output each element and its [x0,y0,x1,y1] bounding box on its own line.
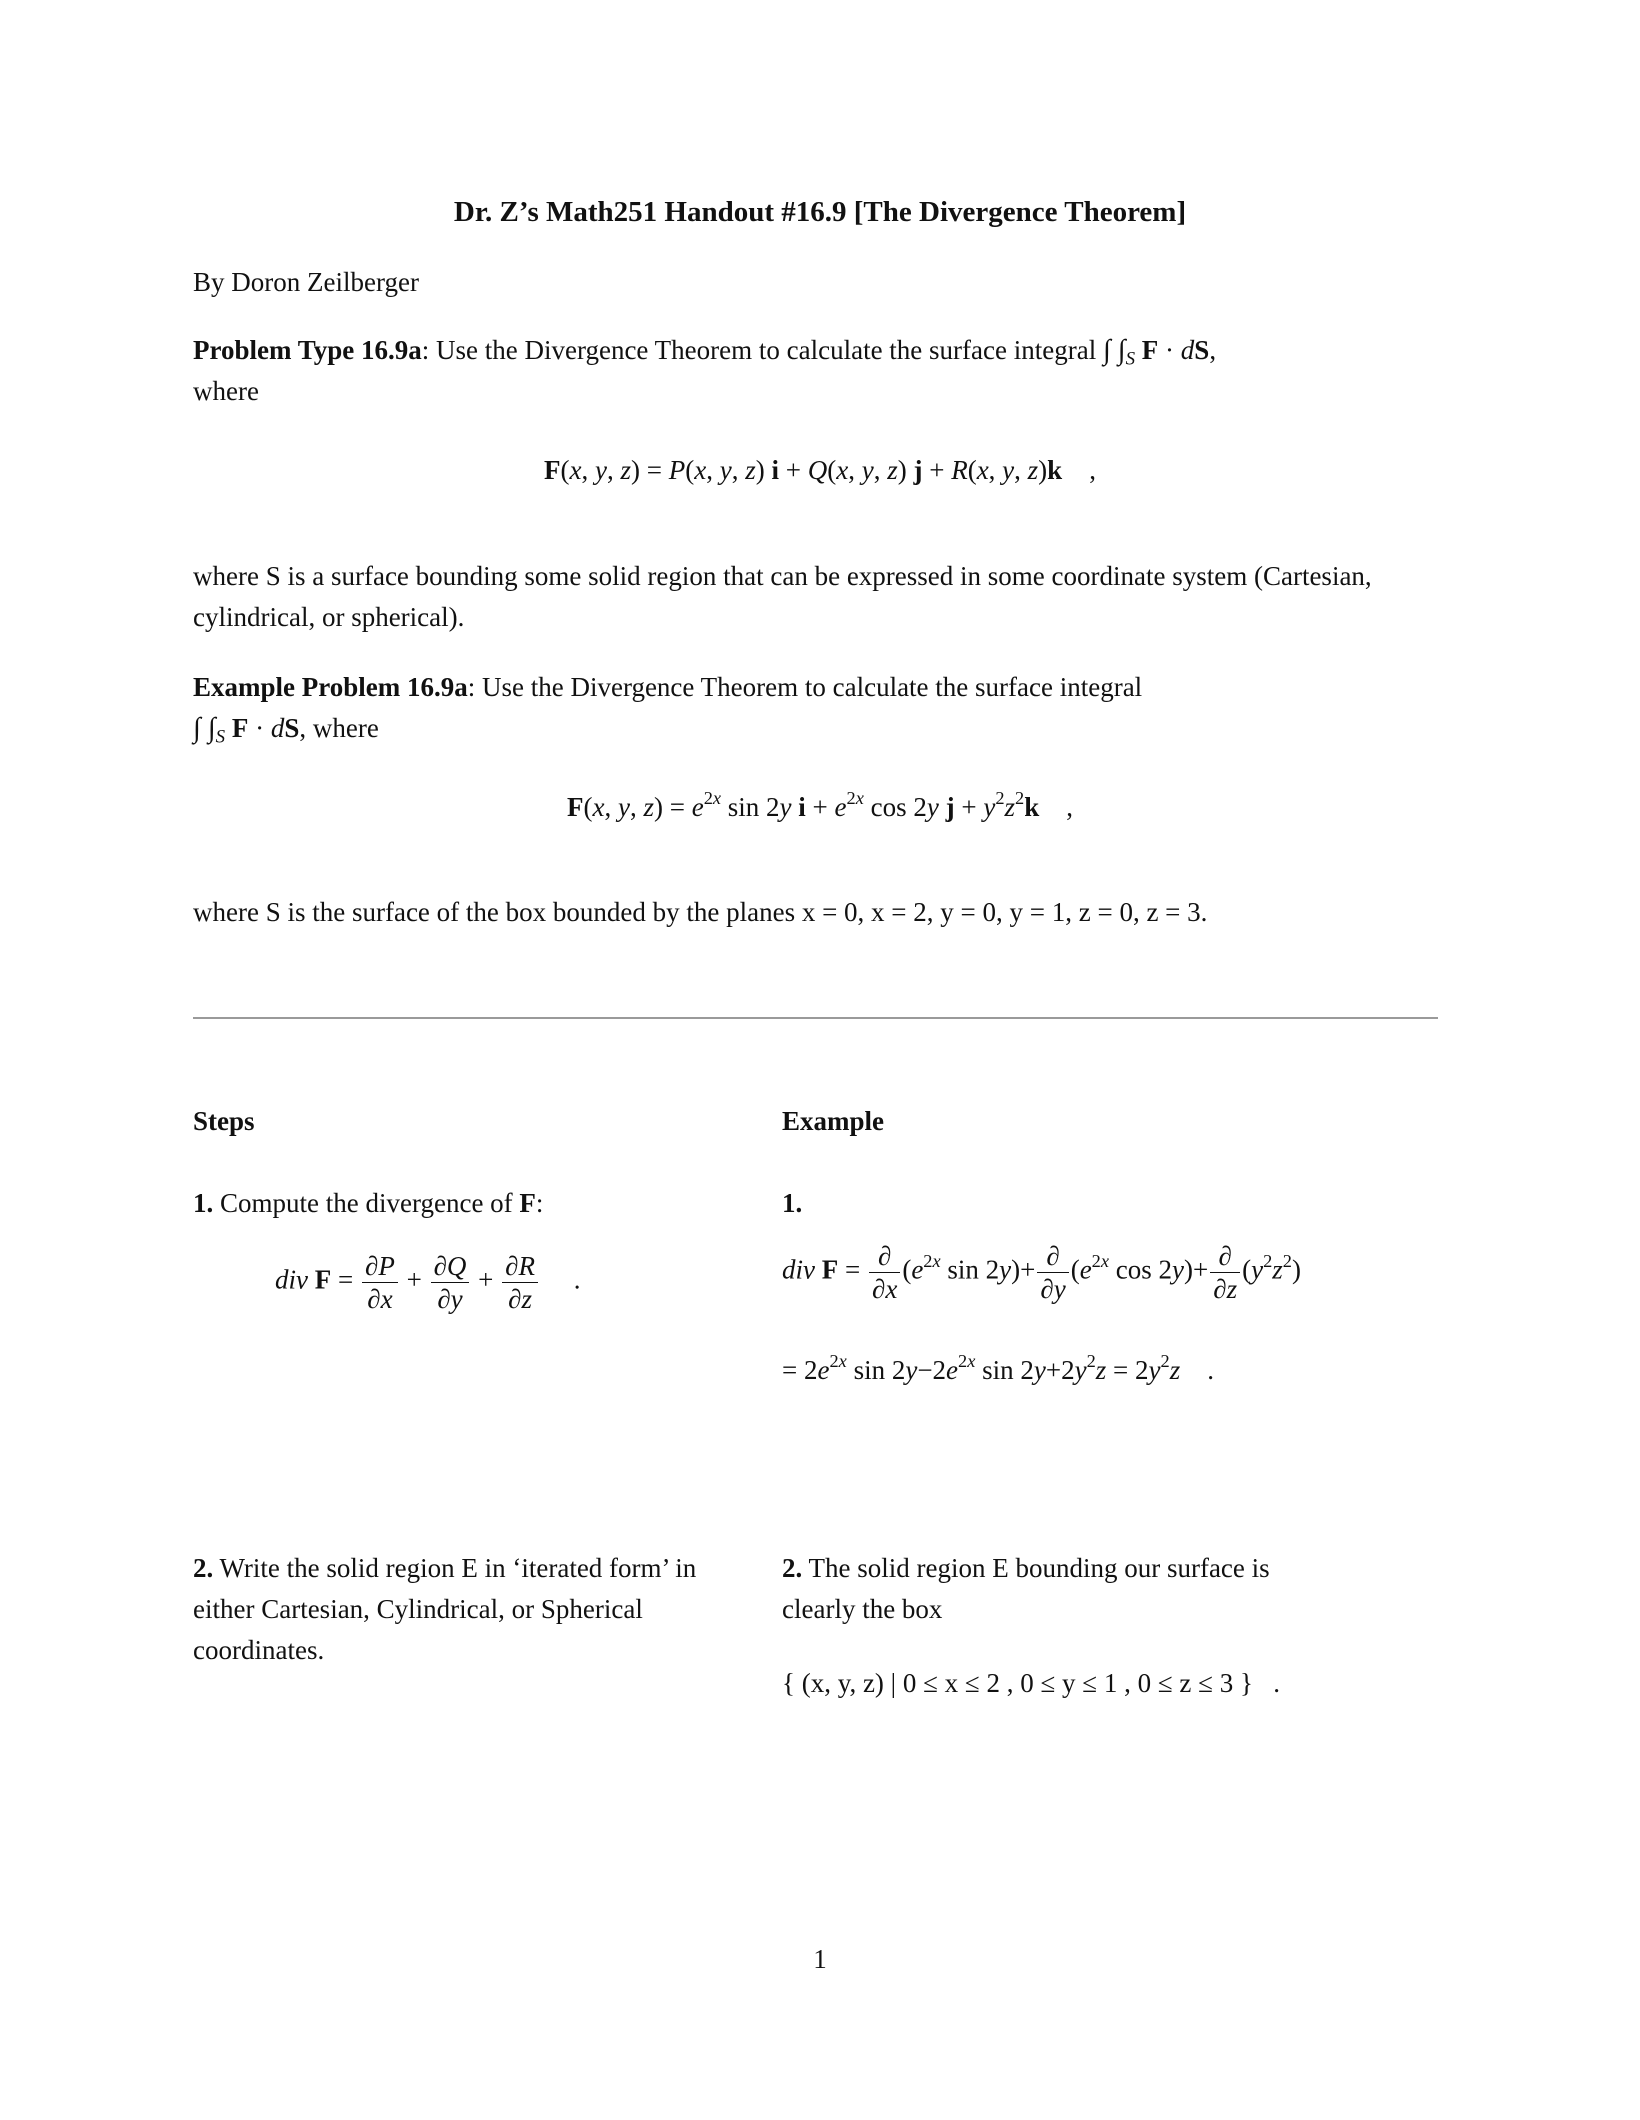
step-1-text: Compute the divergence of [213,1188,520,1218]
problem-type-text: : Use the Divergence Theorem to calculate the surface integral [421,335,1103,365]
surface-integral-formula: ∫ $\int_S$ F · dS, [1102,335,1217,370]
author-line: By Doron Zeilberger [193,267,419,297]
problem-type-where: where [193,376,259,406]
example-problem-paragraph [193,667,1443,749]
example-problem-where: , where [299,713,379,743]
horizontal-rule [193,1017,1438,1019]
example-2-set: { (x, y, z) | 0 ≤ x ≤ 2 , 0 ≤ y ≤ 1 , 0 ≤ z ≤ 3 } . [782,1668,1280,1698]
step-1 [193,1188,543,1219]
step-2-text: Write the solid region E in ‘iterated form’ in either Cartesian, Cylindrical, or Spherical coordinates. [193,1553,697,1665]
step-1-number: 1. [193,1188,214,1218]
example-problem-label: Example Problem 16.9a [193,672,468,702]
step-1-colon: : [535,1188,544,1218]
problem-type-after: where S is a surface bounding some solid region that can be expressed in some coordinate system (Cartesian, cylindrical, or spherical). [193,561,1372,632]
example-1-number: 1. [782,1188,803,1218]
problem-type-label: Problem Type 16.9a [193,335,422,365]
example-divergence-result: = $2e^{2x}$ $\sin 2y-2e^{2x}$ $\sin 2y+2y^2z = 2y^2z$ . [782,1351,1214,1385]
page-number: 1 [813,1944,827,1974]
problem-type-paragraph [193,330,1443,412]
vector-field-example: F(x, y, $z) = e^{2x}$ sin 2y $i + e^{2x}$ cos 2y $j + y^2z^2k$ , [567,788,1073,822]
step-2-number: 2. [193,1553,214,1583]
step-1-F: F [519,1188,536,1218]
vector-field-general: F(x, y, z) = P(x, y, z) i + Q(x, y, z) j + R(x, y, z)k , [544,455,1096,485]
example-heading: Example [782,1106,885,1136]
example-problem-text: : Use the Divergence Theorem to calculate the surface integral [467,672,1143,702]
steps-heading: Steps [193,1106,255,1136]
divergence-formula: div F = $\frac{\partial P}{\partial x}$ + $\frac{\partial Q}{\partial y}$ + $\frac{\partial R}{\partial z}$ . [275,1251,581,1314]
solid-region-set: { (x, y, z) | 0 ≤ x ≤ 2 , 0 ≤ y ≤ 1 , 0 ≤ z ≤ 3 } [782,1668,1253,1698]
example-surface-integral: ∫ $\int_S$ F · dS [193,713,300,748]
example-2-number: 2. [782,1553,803,1583]
example-problem-after: where S is the surface of the box bounded by the planes x = 0, x = 2, y = 0, y = 1, z = 0, z = 3. [193,897,1208,927]
step-2 [193,1548,718,1671]
example-divergence-formula: div F = $\frac{\partial}{\partial x}$ ($e^{2x}$ sin 2y)+ $\frac{\partial}{\partial y}$ ($e^{2x}$ cos 2y)+ $\frac{\partial}{\partial z}$ $(y^2z^2)$ [782,1241,1301,1304]
example-2 [782,1548,1312,1630]
example-2-text: The solid region E bounding our surface is clearly the box [782,1553,1270,1624]
page-title: Dr. Z’s Math251 Handout #16.9 [The Divergence Theorem] [453,196,1187,228]
